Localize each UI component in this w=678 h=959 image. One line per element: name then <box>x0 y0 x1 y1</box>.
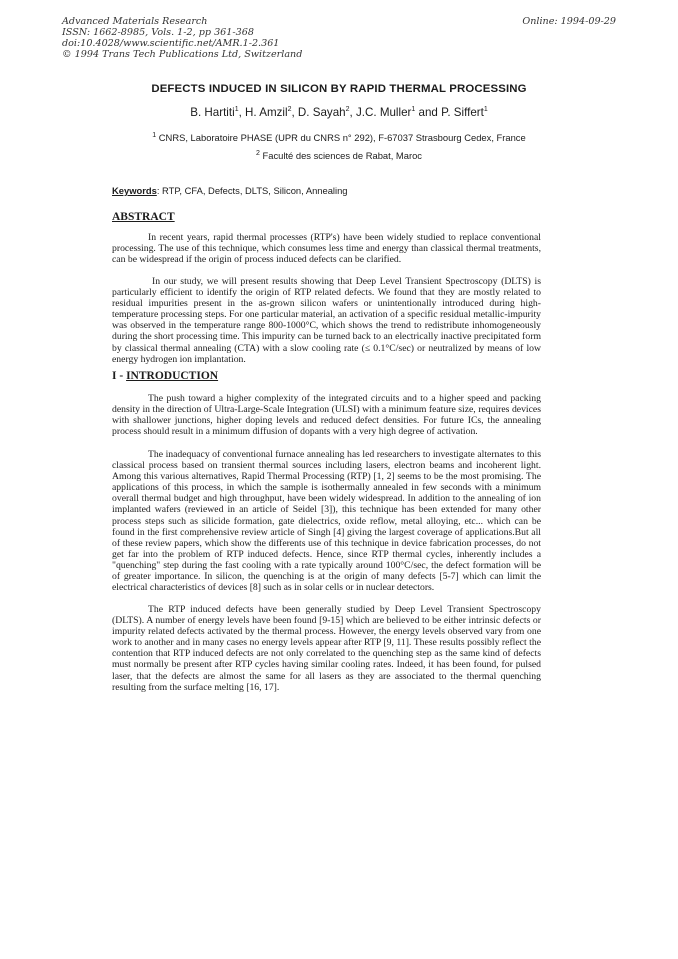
author-affiliation-mark: 2 <box>345 106 350 114</box>
author-affiliation-mark: 1 <box>234 106 239 114</box>
author-affiliation-mark: 2 <box>287 106 292 114</box>
doi-link[interactable]: doi:10.4028/www.scientific.net/AMR.1-2.361 <box>62 38 280 49</box>
author-name: B. Hartiti <box>190 106 235 119</box>
introduction-paragraph: The inadequacy of conventional furnace annealing has led researchers to investigate alternates to this classical process based on transient thermal sources including lasers, electron beams and incoherent light. Among this various alternatives, Rapid Thermal Processing (RTP) [1, 2] seems to be the most promising. The applications of this process, in which the sample is isothermally annealed in few seconds with a minimum overall thermal budget and high throughput, have been widely widespread. In addition to the annealing of ion implanted wafers (reviewed in an article of Seidel [3]), this technique has been extended for many other process steps such as silicide formation, gate dielectrics, oxide reflow, metal alloying, etc... which can be found in the first comprehensive review article of Singh [4] giving the largest coverage of applications.But all of these review papers, which show the differents use of this technique in device fabrication processes, do not get far into the problem of RTP induced defects. Hence, since RTP thermal cycles, inherently includes a "quenching" step during the fast cooling with a rate typically around 100°C/sec, the defect formation will be of greater importance. In silicon, the quenching is at the origin of many defects [5-7] which can limit the electrical characteristics of devices [8] such as in solar cells or in nuclear detectors. <box>112 449 541 594</box>
abstract-paragraph: In our study, we will present results showing that Deep Level Transient Spectroscopy (DLTS) is particularly efficient to identify the origin of RTP related defects. We found that they are mostly related to residual impurities present in the as-grown silicon wafers or unintentionally introduced during high-temperature processing steps. For one particular material, an activation of a specific residual metallic-impurity was observed in the temperature range 800-1000°C, which shows the trend to redistribute inhomogeneously during the short processing time. This impurity can be turned back to an electrically inactive precipitated form by classical thermal annealing (CTA) with a slow cooling rate (≤ 0.1°C/sec) or neutralized by means of low energy hydrogen ion implantation. <box>112 276 541 365</box>
author-affiliation-mark: 1 <box>483 106 488 114</box>
copyright-line: © 1994 Trans Tech Publications Ltd, Switzerland <box>62 49 303 60</box>
keywords-line <box>112 185 348 196</box>
author-name: D. Sayah <box>297 106 346 119</box>
affiliation-text: Faculté des sciences de Rabat, Maroc <box>262 150 422 161</box>
abstract-heading: ABSTRACT <box>112 211 175 223</box>
affiliation-2 <box>0 150 678 161</box>
keywords-text: : RTP, CFA, Defects, DLTS, Silicon, Annealing <box>156 185 348 196</box>
introduction-paragraph: The push toward a higher complexity of the integrated circuits and to a higher speed and packing density in the direction of Ultra-Large-Scale Integration (ULSI) with a minimum feature size, requires devices with shallower junctions, higher doping levels and reduced defect densities. For future ICs, the annealing process should result in a minimum diffusion of dopants with a very high degree of activation. <box>112 393 541 438</box>
introduction-paragraph: The RTP induced defects have been generally studied by Deep Level Transient Spectroscopy (DLTS). A number of energy levels have been found [9-15] which are believed to be either intrinsic defects or impurity related defects activated by the thermal process. However, the energy levels observed vary from one work to another and in many cases no energy levels appear after RTP [9, 11]. These results possibly reflect the contention that RTP induced defects are not only correlated to the quenching step as the same kind of defects must normally be present after RTP cycles having similar cooling rates. Indeed, it has been found, for pulsed laser, that the defects are almost the same for all lasers as they are associated to the thermal quenching resulting from the surface melting [16, 17]. <box>112 604 541 693</box>
author-separator: and <box>415 106 442 119</box>
author-list <box>0 106 678 119</box>
introduction-heading <box>112 370 218 382</box>
section-number: I - <box>112 370 127 382</box>
affiliation-mark: 1 <box>152 131 157 139</box>
author-name: P. Siffert <box>441 106 484 119</box>
keywords-label: Keywords <box>112 185 157 196</box>
author-separator: , <box>349 106 356 119</box>
issn-line: ISSN: 1662-8985, Vols. 1-2, pp 361-368 <box>62 27 254 38</box>
author-separator: , <box>238 106 246 119</box>
author <box>298 106 356 119</box>
abstract-paragraph: In recent years, rapid thermal processes (RTP's) have been widely studied to replace conventional processing. The use of this technique, which consumes less time and energy than classical thermal treatments, can be widespread if the origin of process induced defects can be clarified. <box>112 232 541 266</box>
author-name: H. Amzil <box>245 106 288 119</box>
author-separator: , <box>291 106 298 119</box>
paper-title: DEFECTS INDUCED IN SILICON BY RAPID THERMAL PROCESSING <box>151 83 527 95</box>
author <box>190 106 245 119</box>
affiliation-text: CNRS, Laboratoire PHASE (UPR du CNRS n° 292), F-67037 Strasbourg Cedex, France <box>158 132 526 143</box>
affiliation-1 <box>0 132 678 143</box>
section-title: INTRODUCTION <box>126 370 219 382</box>
online-date: Online: 1994-09-29 <box>522 16 616 27</box>
author <box>356 106 441 119</box>
journal-metadata <box>62 16 402 60</box>
author-affiliation-mark: 1 <box>411 106 416 114</box>
author <box>245 106 298 119</box>
author-name: J.C. Muller <box>355 106 412 119</box>
affiliation-mark: 2 <box>256 149 260 157</box>
author <box>441 106 488 119</box>
journal-name: Advanced Materials Research <box>62 16 208 27</box>
